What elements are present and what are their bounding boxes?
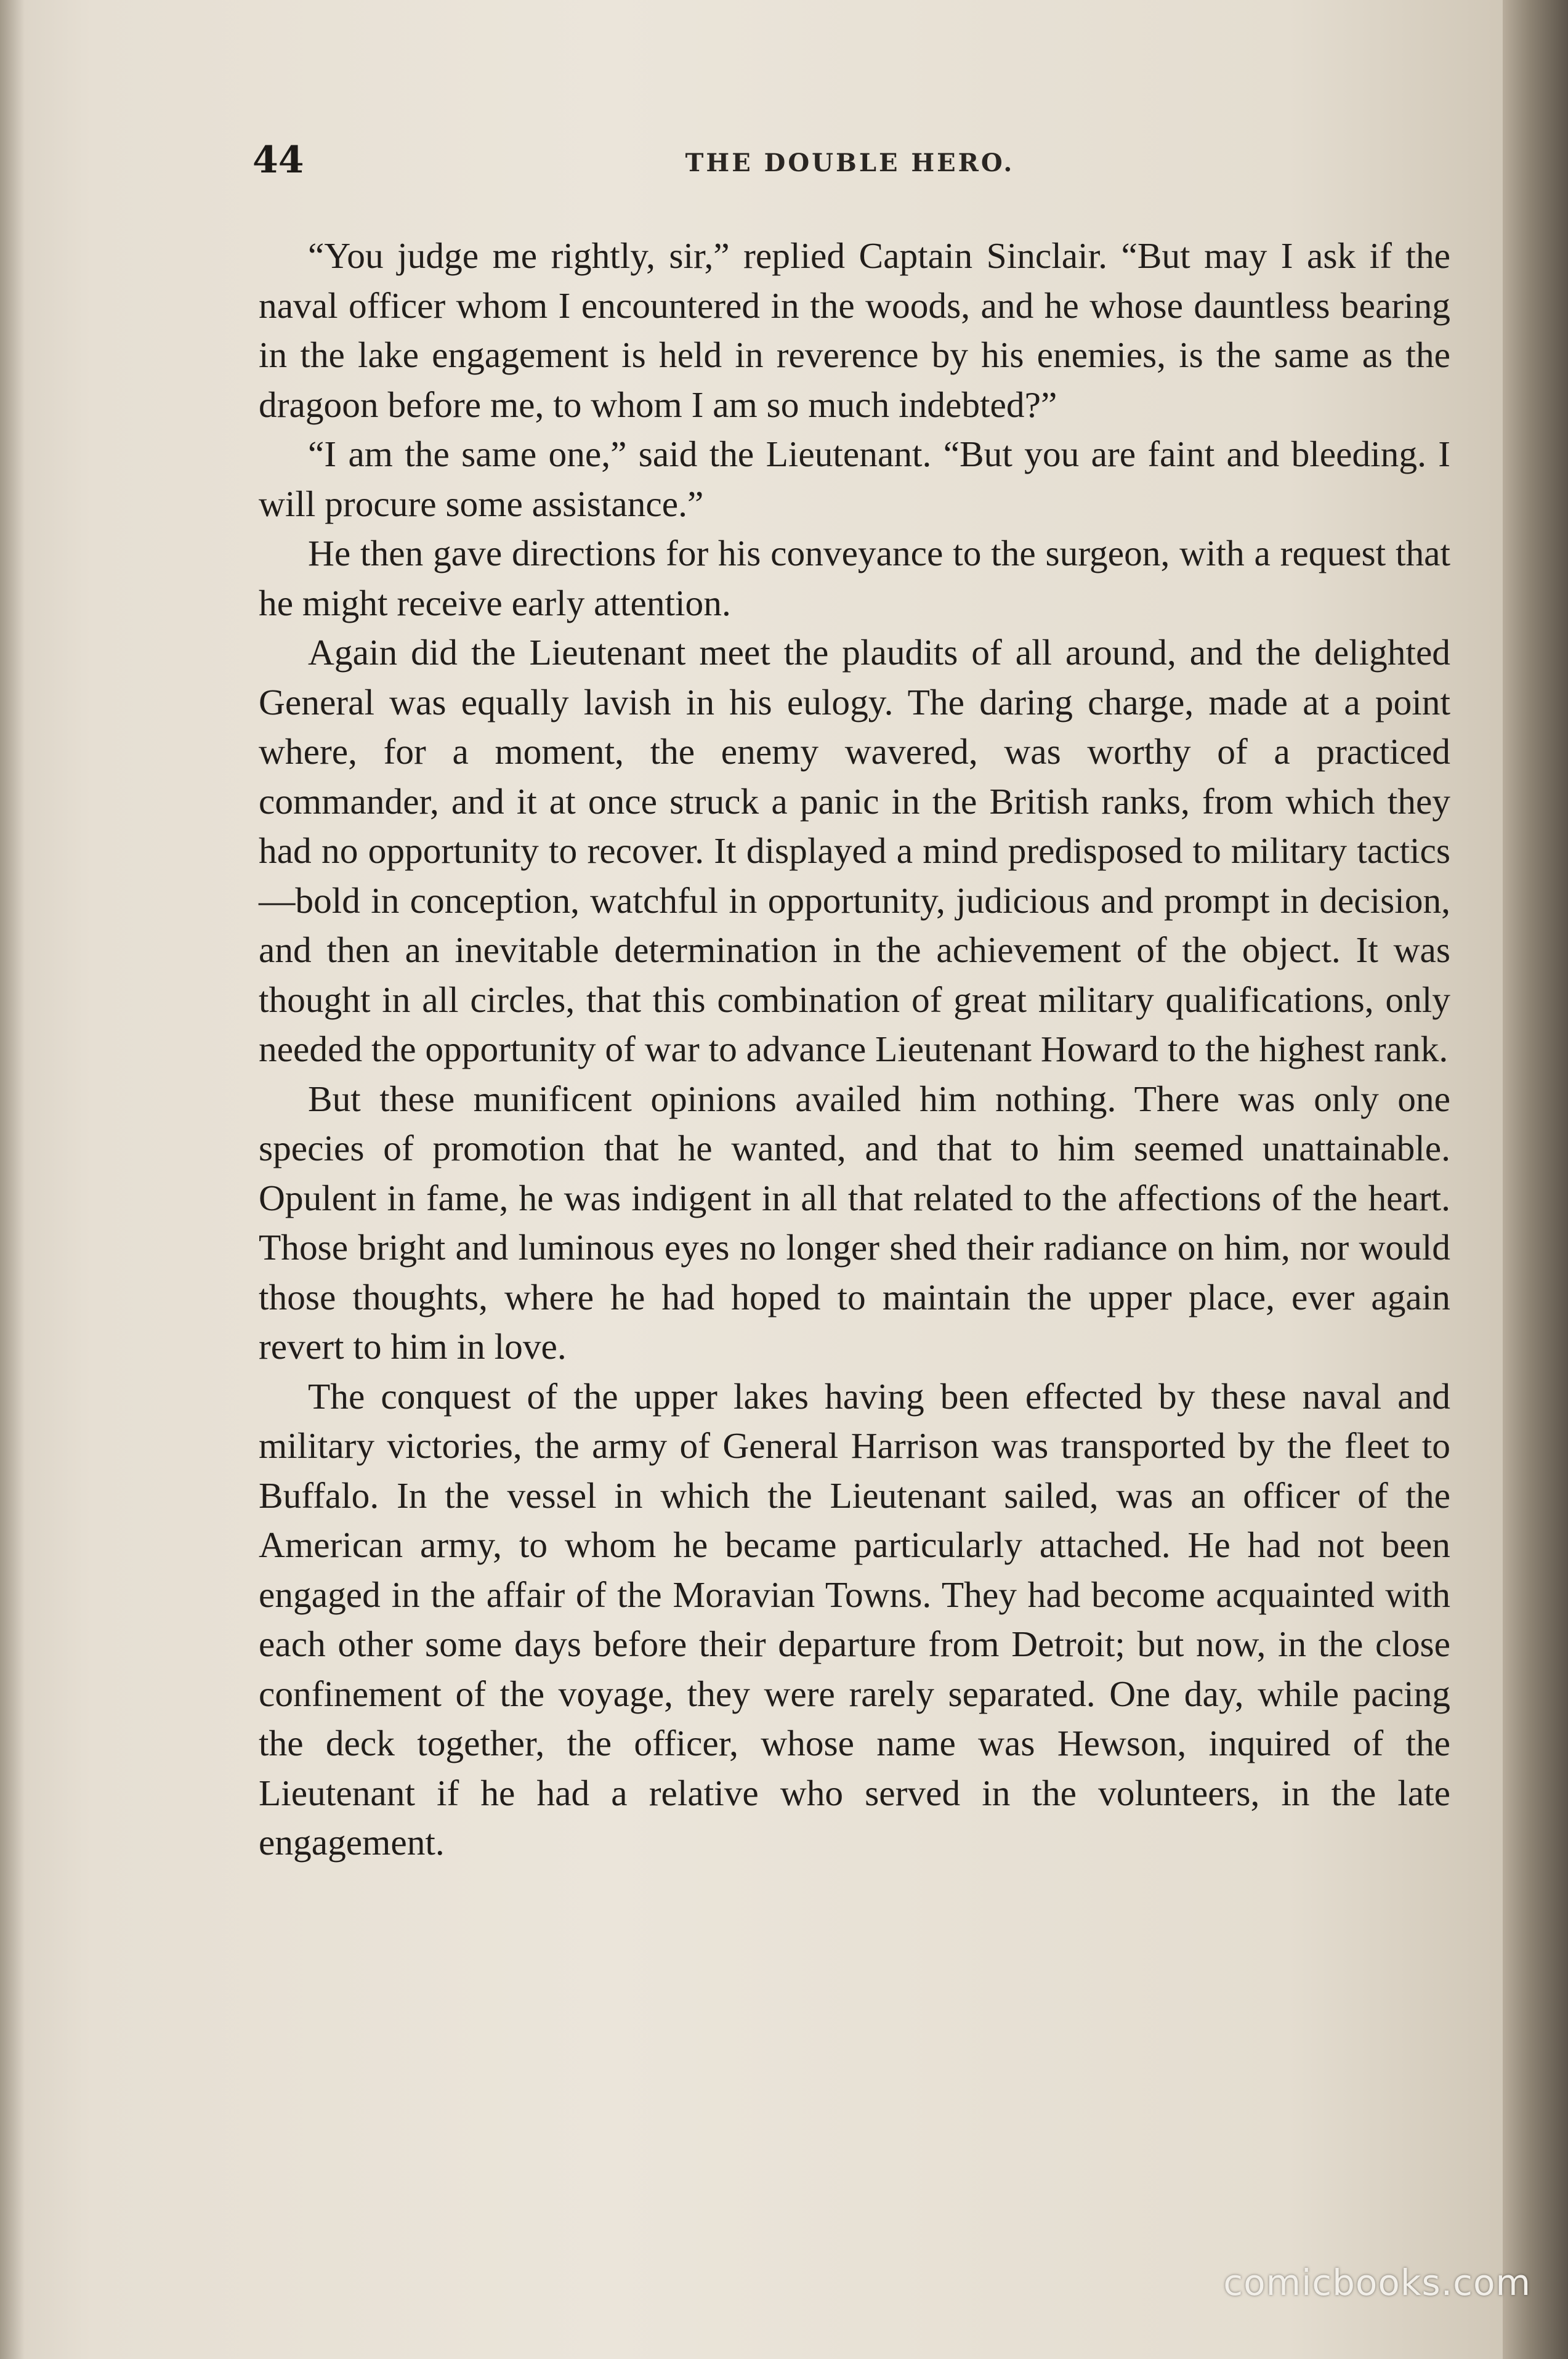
paragraph: But these munificent opinions availed him nothing. There was only one species of promotion that he wanted, and that to him seemed unattainable. Opulent in fame, he was indigent in all that related to the affections of the heart. Those bright and luminous eyes no longer shed their radiance on him, nor would those thoughts, where he had hoped to maintain the upper place, ever again revert to him in love. — [259, 1078, 1450, 1367]
page-header — [253, 139, 1447, 194]
paragraph: He then gave directions for his conveyance to the surgeon, with a request that he might receive early attention. — [259, 533, 1450, 623]
page-edge — [1503, 0, 1568, 2359]
paragraph: “I am the same one,” said the Lieutenant. “But you are faint and bleeding. I will procure some assistance.” — [259, 434, 1450, 524]
paragraph: The conquest of the upper lakes having been effected by these naval and military victories, the army of General Harrison was transported by the fleet to Buffalo. In the vessel in which the Lieutenant sailed, was an officer of the American army, to whom he became particularly attached. He had not been engaged in the affair of the Moravian Towns. They had become acquainted with each other some days before their departure from Detroit; but now, in the close confinement of the voyage, they were rarely separated. One day, while pacing the deck together, the officer, whose name was Hewson, inquired of the Lieutenant if he had a relative who served in the volunteers, in the late engagement. — [259, 1375, 1450, 1863]
paragraph: “You judge me rightly, sir,” replied Captain Sinclair. “But may I ask if the naval officer whom I encountered in the woods, and he whose dauntless bearing in the lake engagement is held in reverence by his enemies, is the same as the dragoon before me, to whom I am so much indebted?” — [259, 235, 1450, 425]
page-number: 44 — [253, 139, 304, 182]
running-title: THE DOUBLE HERO. — [685, 148, 1015, 177]
watermark: comicbooks.com — [1223, 2262, 1531, 2304]
spine-shadow — [0, 0, 25, 2359]
body-text — [259, 231, 1450, 1867]
paragraph: Again did the Lieutenant meet the plaudits of all around, and the delighted General was equally lavish in his eulogy. The daring charge, made at a point where, for a moment, the enemy wavered, was worthy of a practiced commander, and it at once struck a panic in the British ranks, from which they had no opportunity to recover. It displayed a mind predisposed to military tactics—bold in conception, watchful in opportunity, judicious and prompt in decision, and then an inevitable determination in the achievement of the object. It was thought in all circles, that this combination of great military qualifications, only needed the opportunity of war to advance Lieutenant Howard to the highest rank. — [259, 632, 1450, 1069]
